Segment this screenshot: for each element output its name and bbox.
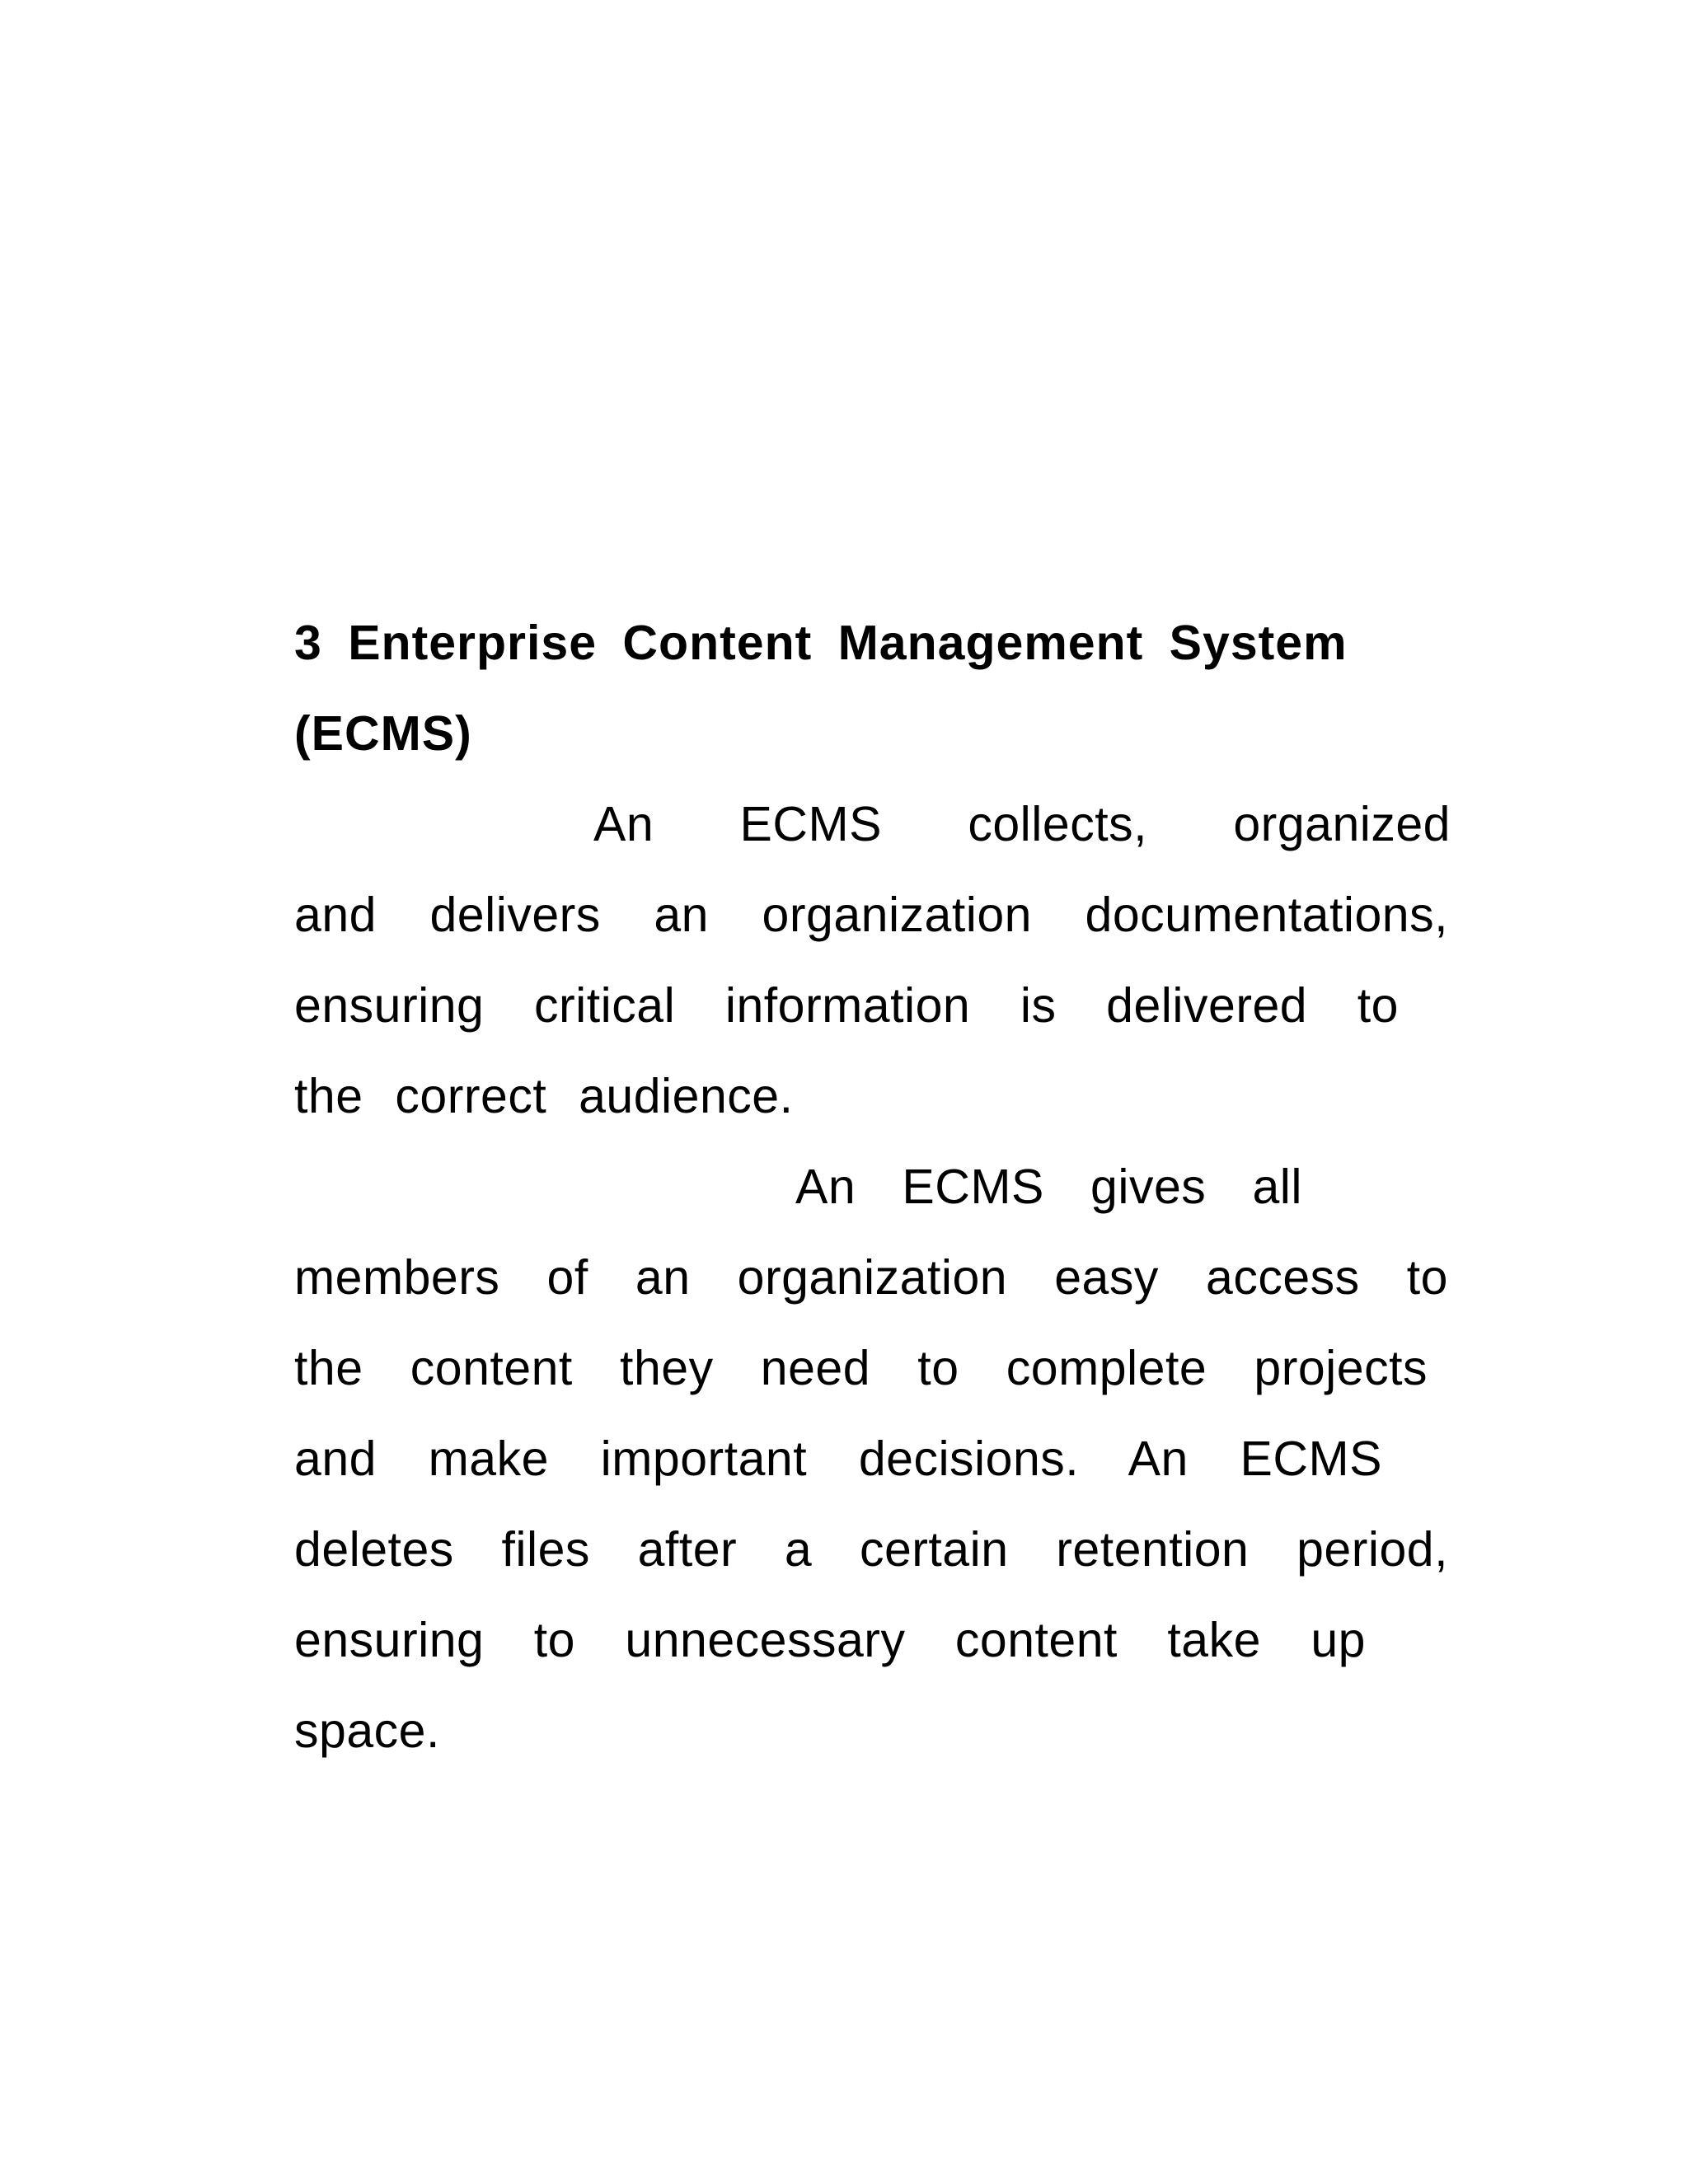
paragraph-2-line-5: deletes files after a certain retention period, bbox=[294, 1522, 1448, 1577]
paragraph-1-line-4: the correct audience. bbox=[294, 1069, 794, 1123]
paragraph-2-line-3: the content they need to complete projects bbox=[294, 1341, 1428, 1395]
paragraph-2-line-4: and make important decisions. An ECMS bbox=[294, 1432, 1382, 1486]
section-heading-line-1: 3 Enterprise Content Management System bbox=[294, 616, 1348, 670]
paragraph-2-line-6: ensuring to unnecessary content take up bbox=[294, 1613, 1366, 1667]
paragraph-1-line-2: and delivers an organization documentations, bbox=[294, 888, 1448, 942]
paragraph-1-line-3: ensuring critical information is delivered to bbox=[294, 978, 1399, 1033]
paragraph-2-line-1: An ECMS gives all bbox=[795, 1160, 1302, 1214]
paragraph-2-line-7: space. bbox=[294, 1704, 440, 1758]
section-heading-line-2: (ECMS) bbox=[294, 706, 472, 761]
paragraph-2-line-2: members of an organization easy access to bbox=[294, 1250, 1448, 1305]
paragraph-1-line-1: An ECMS collects, organized bbox=[593, 797, 1451, 851]
